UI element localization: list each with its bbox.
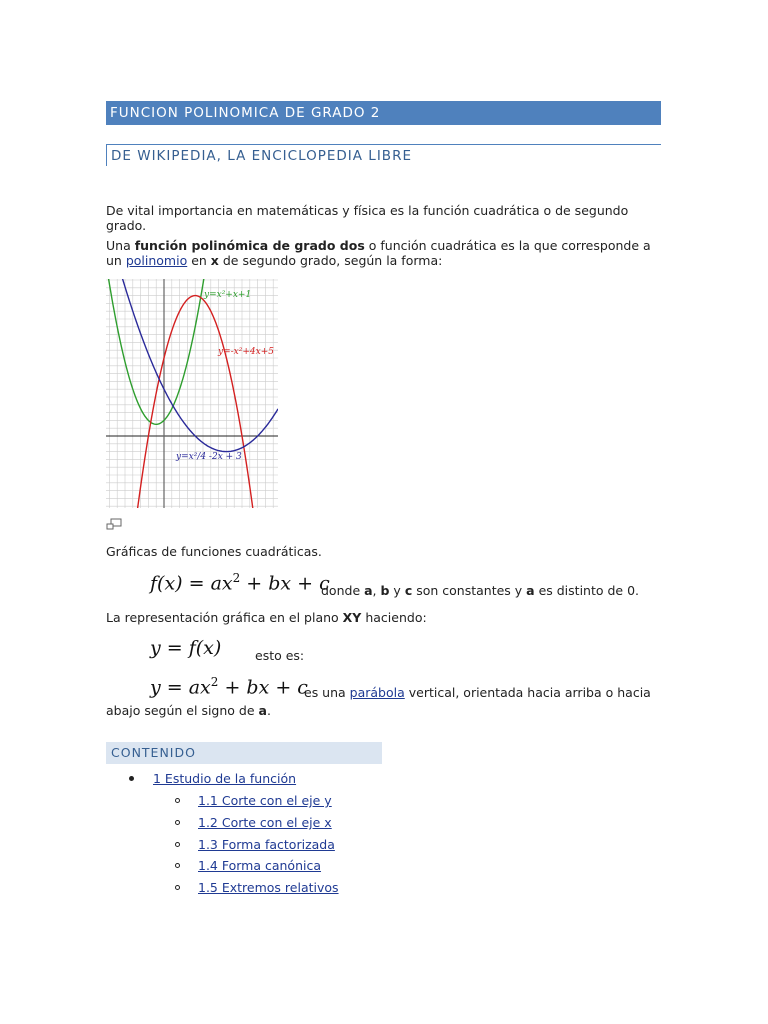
f1-var-c: c (404, 583, 413, 598)
blue-curve-label: y=x²/4 -2x + 3 (176, 452, 242, 462)
intro-paragraph (106, 203, 666, 233)
toc-item-factorizada[interactable]: 1.3 Forma factorizada (198, 837, 335, 852)
def-line2-bold: x (210, 253, 219, 268)
toc-bullet-1 (129, 776, 134, 781)
toc-item-canonica[interactable]: 1.4 Forma canónica (198, 858, 322, 873)
formula1-description (321, 583, 661, 598)
formula2-description: esto es: (255, 648, 305, 663)
formula1-exponent: 2 (232, 571, 241, 585)
def-line2-mid: en (187, 253, 211, 268)
formula3-exponent: 2 (210, 675, 219, 689)
repr-pre: La representación gráfica en el plano (106, 610, 343, 625)
def-line2-pre: un (106, 253, 126, 268)
f3-l2-bold: a (258, 703, 267, 718)
toc-item-corte-y[interactable]: 1.1 Corte con el eje y (198, 793, 332, 808)
repr-post: haciendo: (361, 610, 427, 625)
f1-var-a2: a (526, 583, 535, 598)
formula3-description-line2 (106, 703, 666, 718)
formula1-lhs: f(x) = ax (150, 572, 233, 595)
formula-quadratic (150, 571, 330, 594)
representation-paragraph (106, 610, 666, 625)
toc-bullet-1-2 (175, 820, 180, 825)
page-subtitle: DE WIKIPEDIA, LA ENCICLOPEDIA LIBRE (106, 144, 661, 166)
toc-bullet-1-5 (175, 885, 180, 890)
f1-desc-mid: son constantes y (412, 583, 527, 598)
toc-item-corte-x[interactable]: 1.2 Corte con el eje x (198, 815, 332, 830)
def-text-pre: Una (106, 238, 135, 253)
green-curve-label: y=x²+x+1 (204, 290, 252, 300)
toc-item-extremos[interactable]: 1.5 Extremos relativos (198, 880, 339, 895)
def-bold-term: función polinómica de grado dos (134, 238, 365, 253)
polinomio-link[interactable]: polinomio (125, 253, 188, 268)
repr-bold: XY (342, 610, 362, 625)
formula-parabola (150, 675, 308, 698)
page-title: FUNCION POLINOMICA DE GRADO 2 (106, 101, 661, 125)
formula3-lhs: y = ax (150, 676, 211, 699)
formula3-rhs: + bx + c (218, 676, 308, 699)
f3-desc-pre: es una (304, 685, 350, 700)
graph-caption: Gráficas de funciones cuadráticas. (106, 544, 322, 559)
intro-line-2: grado. (106, 218, 147, 233)
f1-var-a: a (364, 583, 373, 598)
enlarge-icon[interactable] (106, 518, 122, 530)
f1-sep1: , (372, 583, 381, 598)
f3-desc-post: vertical, orientada hacia arriba o hacia (404, 685, 651, 700)
toc-item-estudio[interactable]: 1 Estudio de la función (153, 771, 297, 786)
def-line2-post: de segundo grado, según la forma: (218, 253, 443, 268)
toc-heading: CONTENIDO (106, 742, 382, 764)
toc-bullet-1-4 (175, 863, 180, 868)
def-text-mid: o función cuadrática es la que corresponde a (364, 238, 651, 253)
formula-y-equals-fx: y = f(x) (150, 637, 222, 659)
parabola-link[interactable]: parábola (349, 685, 405, 700)
f1-desc-post: es distinto de 0. (534, 583, 640, 598)
red-curve-label: y=-x²+4x+5 (218, 347, 274, 357)
f1-sep2: y (389, 583, 405, 598)
f1-var-b: b (380, 583, 390, 598)
toc-bullet-1-3 (175, 842, 180, 847)
graph-grid (106, 279, 278, 508)
toc-bullet-1-1 (175, 798, 180, 803)
formula1-rhs: + bx + c (240, 572, 330, 595)
f3-l2-pre: abajo según el signo de (106, 703, 259, 718)
formula3-description (304, 685, 664, 700)
intro-line-1: De vital importancia en matemáticas y física es la función cuadrática o de segundo (106, 203, 629, 218)
quadratic-graph (106, 279, 278, 508)
f1-desc-pre: donde (321, 583, 365, 598)
green-parabola (106, 279, 209, 424)
f3-l2-post: . (266, 703, 271, 718)
definition-paragraph (106, 238, 666, 268)
